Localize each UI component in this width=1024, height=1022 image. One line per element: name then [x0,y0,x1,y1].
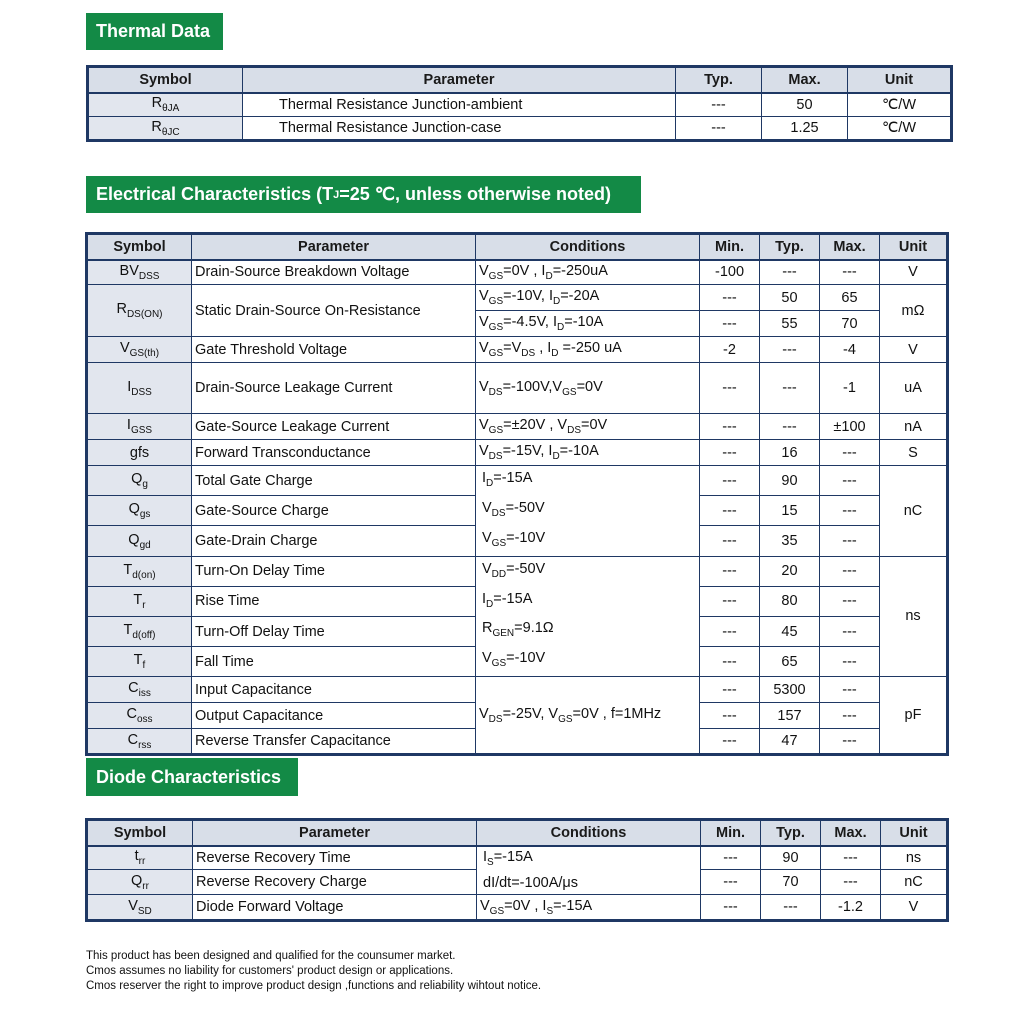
conditions-cell: $V_{DD}=-50V$ $I_D=-15A$ $R_{GEN}=9.1\Omega$ $V_{GS}=-10V$ [476,556,700,677]
unit-cell: V [880,260,948,285]
col-header: Max. [762,67,848,93]
unit-cell: mΩ [880,285,948,337]
typ-cell: 47 [760,729,820,755]
col-header: Typ. [761,820,821,846]
min-cell: --- [701,895,761,921]
table-row [87,466,948,496]
max-cell: ±100 [820,414,880,440]
unit-cell: ns [880,556,948,677]
parameter-cell: Gate-Drain Charge [192,526,476,556]
symbol-cell: $V_{GS(th)}$ [87,337,192,363]
parameter-cell: Rise Time [192,586,476,616]
max-cell: --- [820,586,880,616]
parameter-cell: Output Capacitance [192,703,476,729]
symbol-cell: $C_{rss}$ [87,729,192,755]
symbol-cell: $Q_{gs}$ [87,496,192,526]
typ-cell: 5300 [760,677,820,703]
parameter-cell: Fall Time [192,647,476,677]
parameter-cell: Gate Threshold Voltage [192,337,476,363]
typ-cell: 65 [760,647,820,677]
typ-cell: 15 [760,496,820,526]
electrical-characteristics-title [86,176,641,213]
parameter-cell: Static Drain-Source On-Resistance [192,285,476,337]
conditions-cell: $V_{DS}=-100V,V_{GS}=0V$ [476,363,700,414]
diode-characteristics-title: Diode Characteristics [86,758,298,796]
col-header: Min. [700,234,760,260]
col-header: Parameter [243,67,676,93]
symbol-cell: $t_{rr}$ [87,846,193,870]
col-header: Symbol [87,234,192,260]
unit-cell: V [881,895,948,921]
col-header: Max. [820,234,880,260]
min-cell: --- [700,677,760,703]
min-cell: -100 [700,260,760,285]
col-header: Unit [881,820,948,846]
conditions-cell: $V_{GS}=-4.5V$, $I_D=-10A$ [476,311,700,337]
max-cell: --- [820,260,880,285]
min-cell: --- [700,363,760,414]
max-cell: 70 [820,311,880,337]
unit-cell: pF [880,677,948,755]
conditions-cell: $V_{GS}=V_{DS}$ , $I_D =-250$ uA [476,337,700,363]
table-row [87,285,948,311]
typ-cell: --- [760,337,820,363]
col-header: Symbol [88,67,243,93]
parameter-cell: Thermal Resistance Junction-case [243,117,676,141]
max-cell: --- [820,677,880,703]
min-cell: --- [700,440,760,466]
min-cell: --- [700,586,760,616]
table-header-row [88,67,952,93]
parameter-cell: Forward Transconductance [192,440,476,466]
min-cell: --- [700,556,760,586]
parameter-cell: Turn-On Delay Time [192,556,476,586]
table-header-row [87,820,948,846]
symbol-cell: $R_{DS(ON)}$ [87,285,192,337]
col-header: Unit [880,234,948,260]
symbol-cell: $Q_{gd}$ [87,526,192,556]
symbol-cell: $I_{GSS}$ [87,414,192,440]
typ-cell: 70 [761,870,821,895]
typ-cell: 157 [760,703,820,729]
col-header: Typ. [760,234,820,260]
table-header-row [87,234,948,260]
typ-cell: --- [760,260,820,285]
parameter-cell: Reverse Transfer Capacitance [192,729,476,755]
max-cell: -4 [820,337,880,363]
col-header: Conditions [476,234,700,260]
col-header: Conditions [477,820,701,846]
table-row [87,440,948,466]
col-header: Unit [848,67,952,93]
parameter-cell: Drain-Source Leakage Current [192,363,476,414]
symbol-cell: $T_r$ [87,586,192,616]
parameter-cell: Diode Forward Voltage [193,895,477,921]
typ-cell: 80 [760,586,820,616]
typ-cell: --- [760,363,820,414]
parameter-cell: Thermal Resistance Junction-ambient [243,93,676,117]
parameter-cell: Gate-Source Leakage Current [192,414,476,440]
max-cell: --- [820,526,880,556]
typ-cell: --- [676,93,762,117]
unit-cell: nA [880,414,948,440]
thermal-table [86,65,953,142]
max-cell: --- [820,729,880,755]
typ-cell: 90 [760,466,820,496]
table-row [87,895,948,921]
col-header: Parameter [192,234,476,260]
table-row [87,337,948,363]
conditions-cell: $V_{GS}=-10V$, $I_D=-20A$ [476,285,700,311]
table-row [87,363,948,414]
parameter-cell: Reverse Recovery Time [193,846,477,870]
table-row [88,117,952,141]
min-cell: --- [700,616,760,646]
col-header: Symbol [87,820,193,846]
symbol-cell: gfs [87,440,192,466]
conditions-cell: $I_S=-15A$ dI/dt=-100A/μs [477,846,701,895]
min-cell: --- [700,466,760,496]
typ-cell: 16 [760,440,820,466]
min-cell: --- [700,311,760,337]
disclaimer-line: This product has been designed and qualified for the counsumer market. [86,950,456,962]
table-row [87,414,948,440]
title-sub: J [333,188,340,201]
typ-cell: --- [676,117,762,141]
symbol-cell: $T_f$ [87,647,192,677]
symbol-cell: $T_{d(on)}$ [87,556,192,586]
min-cell: --- [700,729,760,755]
unit-cell: ns [881,846,948,870]
parameter-cell: Reverse Recovery Charge [193,870,477,895]
table-row [87,677,948,703]
unit-cell: uA [880,363,948,414]
symbol-cell: $R_{\theta JA}$ [88,93,243,117]
conditions-cell: $V_{GS}=0V$ , $I_S=-15A$ [477,895,701,921]
thermal-data-title: Thermal Data [86,13,223,50]
symbol-cell: $T_{d(off)}$ [87,616,192,646]
conditions-cell: $V_{DS}=-15V$, $I_D=-10A$ [476,440,700,466]
unit-cell: S [880,440,948,466]
symbol-cell: $BV_{DSS}$ [87,260,192,285]
conditions-cell: $I_D=-15A$ $V_{DS}=-50V$ $V_{GS}=-10V$ [476,466,700,557]
unit-cell: ℃/W [848,93,952,117]
max-cell: 1.25 [762,117,848,141]
min-cell: --- [700,496,760,526]
col-header: Min. [701,820,761,846]
table-row [87,556,948,586]
symbol-cell: $Q_{rr}$ [87,870,193,895]
symbol-cell: $C_{iss}$ [87,677,192,703]
conditions-cell: $V_{GS}=0V$ , $I_D=-250uA$ [476,260,700,285]
max-cell: -1 [820,363,880,414]
unit-cell: nC [881,870,948,895]
unit-cell: nC [880,466,948,557]
title-text: Electrical Characteristics (T [96,184,334,204]
max-cell: 50 [762,93,848,117]
conditions-cell: $V_{DS}=-25V$, $V_{GS}=0V$ , f=1MHz [476,677,700,755]
typ-cell: 20 [760,556,820,586]
table-row [88,93,952,117]
max-cell: --- [820,703,880,729]
typ-cell: 35 [760,526,820,556]
min-cell: --- [700,526,760,556]
min-cell: --- [700,414,760,440]
unit-cell: V [880,337,948,363]
diode-table [85,818,949,922]
typ-cell: 50 [760,285,820,311]
parameter-cell: Input Capacitance [192,677,476,703]
symbol-cell: $Q_g$ [87,466,192,496]
parameter-cell: Total Gate Charge [192,466,476,496]
max-cell: --- [820,496,880,526]
col-header: Max. [821,820,881,846]
typ-cell: 90 [761,846,821,870]
col-header: Parameter [193,820,477,846]
max-cell: --- [820,556,880,586]
disclaimer-line: Cmos assumes no liability for customers' product design or applications. [86,965,454,977]
parameter-cell: Gate-Source Charge [192,496,476,526]
electrical-table [85,232,949,756]
typ-cell: 45 [760,616,820,646]
max-cell: -1.2 [821,895,881,921]
table-row [87,260,948,285]
typ-cell: --- [761,895,821,921]
symbol-cell: $I_{DSS}$ [87,363,192,414]
parameter-cell: Turn-Off Delay Time [192,616,476,646]
disclaimer-line: Cmos reserver the right to improve product design ,functions and reliability wihtout notice. [86,980,542,992]
max-cell: --- [821,870,881,895]
symbol-cell: $C_{oss}$ [87,703,192,729]
min-cell: --- [700,703,760,729]
title-text: =25 ℃, unless otherwise noted) [339,184,612,204]
col-header: Typ. [676,67,762,93]
unit-cell: ℃/W [848,117,952,141]
typ-cell: --- [760,414,820,440]
parameter-cell: Drain-Source Breakdown Voltage [192,260,476,285]
max-cell: --- [820,440,880,466]
max-cell: 65 [820,285,880,311]
min-cell: --- [700,285,760,311]
conditions-cell: $V_{GS}=\pm 20V$ , $V_{DS}=0V$ [476,414,700,440]
symbol-cell: $V_{SD}$ [87,895,193,921]
typ-cell: 55 [760,311,820,337]
min-cell: -2 [700,337,760,363]
max-cell: --- [820,616,880,646]
min-cell: --- [701,870,761,895]
min-cell: --- [701,846,761,870]
max-cell: --- [820,647,880,677]
max-cell: --- [821,846,881,870]
max-cell: --- [820,466,880,496]
table-row [87,846,948,870]
symbol-cell: $R_{\theta JC}$ [88,117,243,141]
min-cell: --- [700,647,760,677]
